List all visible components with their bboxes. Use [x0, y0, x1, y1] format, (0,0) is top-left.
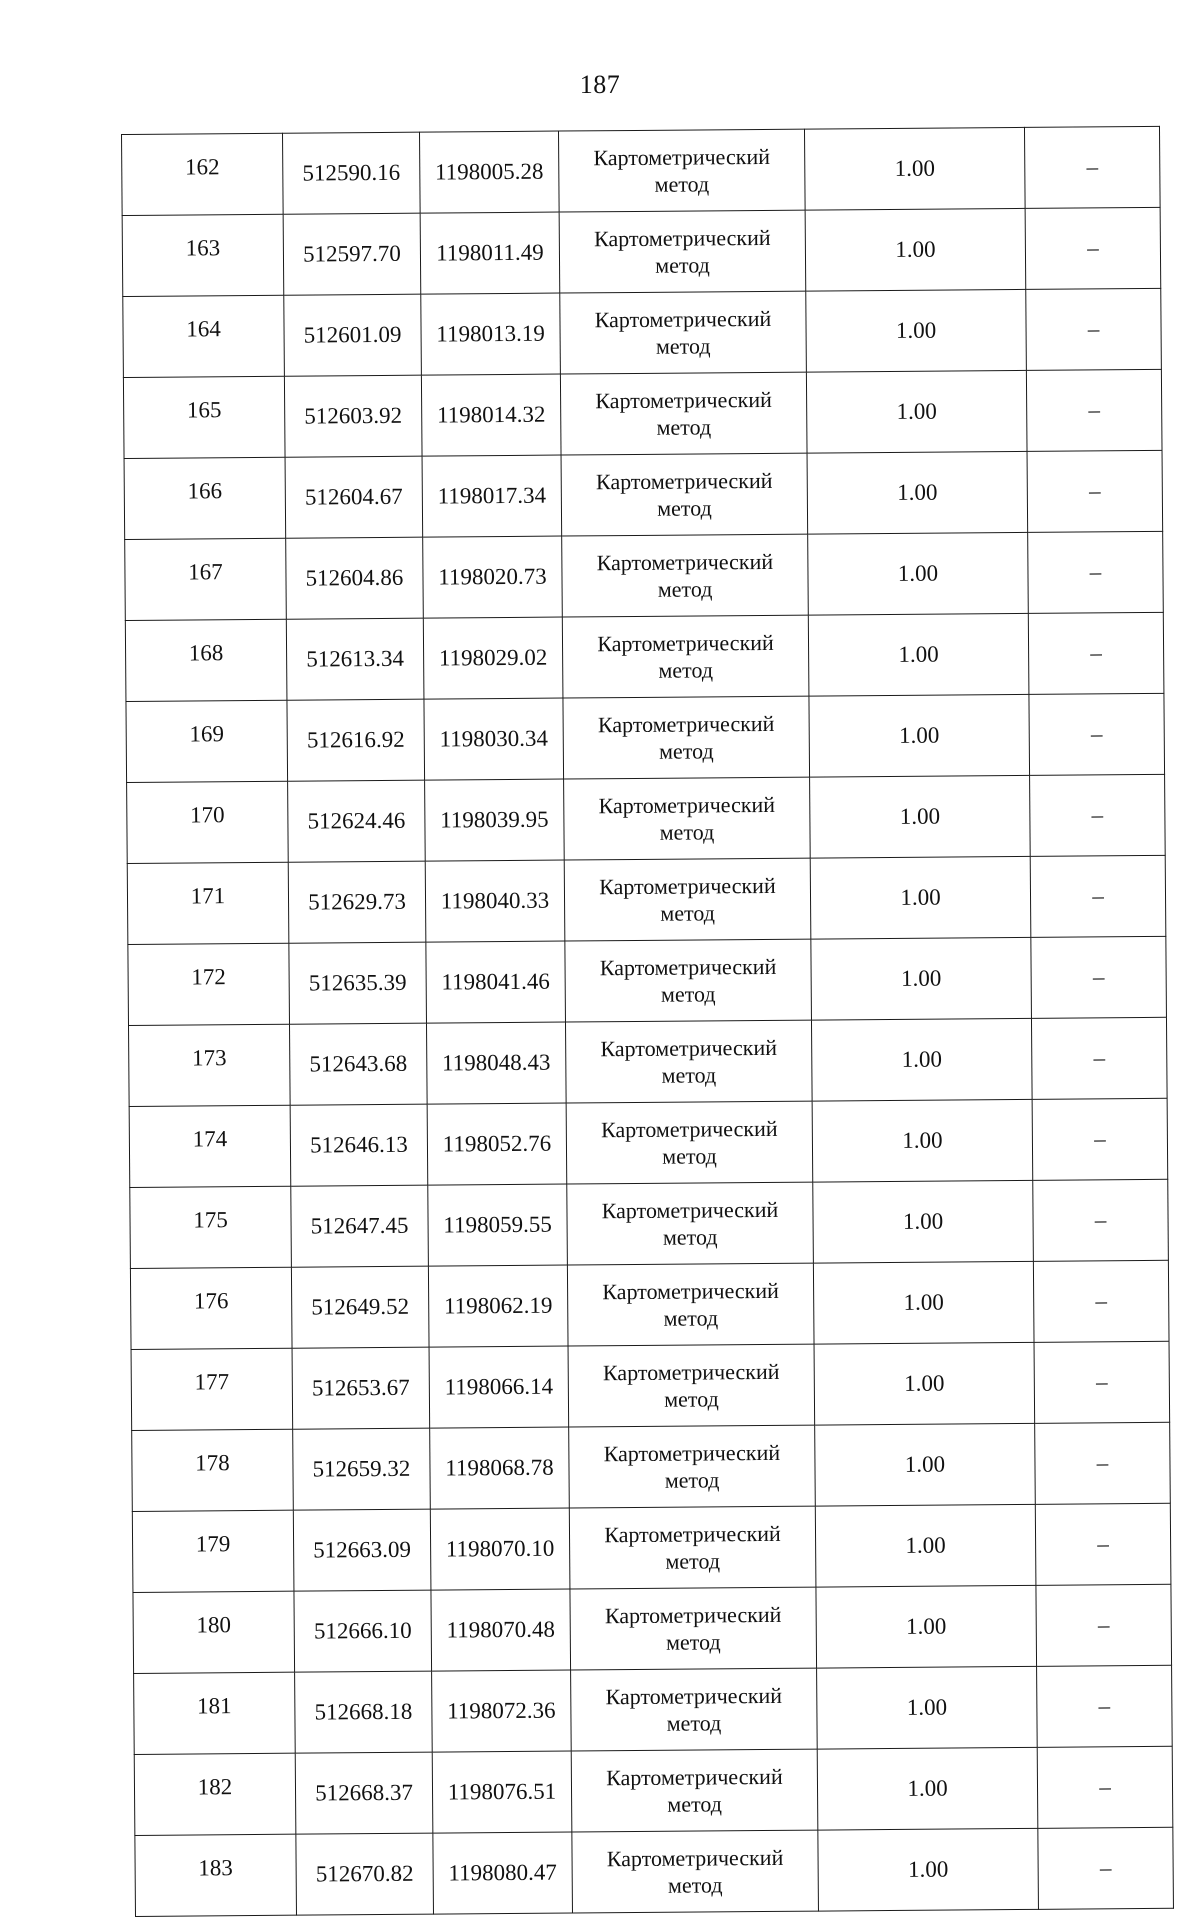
table-row — [128, 936, 1167, 1025]
x-coordinate-cell: 512649.52 — [291, 1266, 429, 1348]
accuracy-cell: 1.00 — [811, 937, 1032, 1020]
y-coordinate-cell: 1198068.78 — [430, 1427, 570, 1509]
table-row — [129, 1017, 1168, 1106]
y-coordinate-cell: 1198070.48 — [431, 1589, 571, 1671]
y-coordinate-cell: 1198029.02 — [423, 617, 563, 699]
y-coordinate-cell: 1198039.95 — [425, 779, 565, 861]
point-number-cell: 179 — [132, 1510, 294, 1592]
table-row — [133, 1584, 1172, 1673]
accuracy-cell: 1.00 — [807, 451, 1028, 534]
description-cell: – — [1037, 1665, 1173, 1747]
table-row — [122, 207, 1161, 296]
accuracy-cell: 1.00 — [810, 856, 1031, 939]
method-line-1: Картометрический — [599, 872, 776, 899]
table-row — [134, 1746, 1173, 1835]
method-line-2: метод — [660, 981, 716, 1007]
point-number-cell: 168 — [125, 619, 287, 701]
x-coordinate-cell: 512635.39 — [289, 942, 427, 1024]
method-line-2: метод — [666, 1710, 722, 1736]
method-line-1: Картометрический — [600, 1115, 778, 1142]
description-cell: – — [1024, 126, 1160, 208]
method-cell — [569, 1506, 816, 1589]
method-line-1: Картометрический — [605, 1682, 783, 1709]
y-coordinate-cell: 1198080.47 — [433, 1832, 573, 1914]
y-coordinate-cell: 1198017.34 — [422, 455, 562, 537]
description-cell: – — [1031, 1017, 1167, 1099]
method-line-2: метод — [664, 1467, 720, 1493]
point-number-cell: 175 — [130, 1186, 292, 1268]
method-cell — [565, 939, 812, 1022]
x-coordinate-cell: 512670.82 — [296, 1833, 434, 1915]
accuracy-cell: 1.00 — [816, 1585, 1037, 1668]
method-line-1: Картометрический — [606, 1763, 783, 1790]
method-line-1: Картометрический — [593, 143, 771, 170]
accuracy-cell: 1.00 — [808, 613, 1029, 696]
x-coordinate-cell: 512653.67 — [292, 1347, 430, 1429]
accuracy-cell: 1.00 — [813, 1180, 1034, 1263]
method-line-2: метод — [663, 1305, 719, 1331]
method-cell — [559, 210, 806, 293]
x-coordinate-cell: 512663.09 — [293, 1509, 431, 1591]
description-cell: – — [1031, 936, 1167, 1018]
point-number-cell: 178 — [132, 1429, 294, 1511]
description-cell: – — [1028, 531, 1164, 613]
method-line-1: Картометрический — [601, 1196, 779, 1223]
description-cell: – — [1029, 693, 1165, 775]
point-number-cell: 166 — [124, 457, 286, 539]
method-cell — [569, 1425, 816, 1508]
x-coordinate-cell: 512603.92 — [284, 375, 422, 457]
y-coordinate-cell: 1198014.32 — [421, 374, 561, 456]
method-line-2: метод — [656, 414, 712, 440]
x-coordinate-cell: 512613.34 — [286, 618, 424, 700]
accuracy-cell: 1.00 — [813, 1261, 1034, 1344]
method-line-1: Картометрический — [600, 1034, 778, 1061]
x-coordinate-cell: 512604.86 — [286, 537, 424, 619]
method-line-2: метод — [662, 1224, 718, 1250]
x-coordinate-cell: 512590.16 — [282, 132, 420, 214]
x-coordinate-cell: 512624.46 — [288, 780, 426, 862]
y-coordinate-cell: 1198011.49 — [420, 212, 560, 294]
point-number-cell: 181 — [134, 1672, 296, 1754]
description-cell: – — [1035, 1503, 1171, 1585]
y-coordinate-cell: 1198048.43 — [426, 1022, 566, 1104]
y-coordinate-cell: 1198020.73 — [423, 536, 563, 618]
method-line-2: метод — [655, 333, 711, 359]
method-line-1: Картометрический — [593, 224, 771, 251]
table-row — [132, 1503, 1171, 1592]
description-cell: – — [1027, 450, 1163, 532]
description-cell: – — [1036, 1584, 1172, 1666]
method-line-2: метод — [654, 171, 710, 197]
method-line-1: Картометрический — [597, 710, 775, 737]
table-row — [122, 126, 1161, 215]
x-coordinate-cell: 512668.18 — [295, 1671, 433, 1753]
method-cell — [561, 453, 808, 536]
accuracy-cell: 1.00 — [810, 775, 1031, 858]
y-coordinate-cell: 1198041.46 — [426, 941, 566, 1023]
method-line-2: метод — [659, 819, 715, 845]
point-number-cell: 162 — [122, 133, 284, 215]
x-coordinate-cell: 512616.92 — [287, 699, 425, 781]
table-row — [130, 1179, 1169, 1268]
method-cell — [572, 1830, 819, 1913]
y-coordinate-cell: 1198040.33 — [425, 860, 565, 942]
y-coordinate-cell: 1198052.76 — [427, 1103, 567, 1185]
table-row — [131, 1341, 1170, 1430]
description-cell: – — [1028, 612, 1164, 694]
point-number-cell: 183 — [135, 1834, 297, 1916]
method-line-1: Картометрический — [595, 467, 773, 494]
accuracy-cell: 1.00 — [815, 1504, 1036, 1587]
point-number-cell: 165 — [123, 376, 285, 458]
y-coordinate-cell: 1198076.51 — [432, 1751, 572, 1833]
method-line-2: метод — [665, 1629, 721, 1655]
method-line-1: Картометрический — [594, 305, 772, 332]
method-cell — [567, 1263, 814, 1346]
point-number-cell: 164 — [123, 295, 285, 377]
accuracy-cell: 1.00 — [809, 694, 1030, 777]
table-row — [124, 450, 1163, 539]
method-cell — [562, 534, 809, 617]
accuracy-cell: 1.00 — [806, 370, 1027, 453]
x-coordinate-cell: 512604.67 — [285, 456, 423, 538]
method-cell — [558, 129, 805, 212]
description-cell: – — [1033, 1260, 1169, 1342]
x-coordinate-cell: 512643.68 — [289, 1023, 427, 1105]
accuracy-cell: 1.00 — [804, 127, 1025, 210]
table-row — [125, 531, 1164, 620]
method-line-2: метод — [658, 657, 714, 683]
table-row — [129, 1098, 1168, 1187]
method-cell — [568, 1344, 815, 1427]
description-cell: – — [1026, 288, 1162, 370]
description-cell: – — [1033, 1179, 1169, 1261]
method-line-2: метод — [658, 738, 714, 764]
point-number-cell: 173 — [129, 1024, 291, 1106]
method-cell — [564, 777, 811, 860]
x-coordinate-cell: 512601.09 — [284, 294, 422, 376]
method-line-2: метод — [657, 576, 713, 602]
method-cell — [566, 1101, 813, 1184]
point-number-cell: 169 — [126, 700, 288, 782]
table-row — [123, 369, 1162, 458]
method-line-2: метод — [664, 1386, 719, 1412]
y-coordinate-cell: 1198062.19 — [428, 1265, 568, 1347]
method-cell — [560, 372, 807, 455]
method-cell — [567, 1182, 814, 1265]
method-line-1: Картометрический — [597, 629, 774, 656]
point-number-cell: 171 — [127, 862, 289, 944]
point-number-cell: 182 — [134, 1753, 296, 1835]
coordinates-table-body — [122, 126, 1174, 1916]
method-line-1: Картометрический — [596, 548, 774, 575]
accuracy-cell: 1.00 — [814, 1342, 1035, 1425]
accuracy-cell: 1.00 — [818, 1828, 1039, 1911]
method-line-2: метод — [661, 1062, 717, 1088]
point-number-cell: 177 — [131, 1348, 293, 1430]
y-coordinate-cell: 1198059.55 — [428, 1184, 568, 1266]
method-line-1: Картометрический — [599, 953, 777, 980]
table-row — [135, 1827, 1174, 1916]
method-line-2: метод — [667, 1872, 723, 1898]
description-cell: – — [1037, 1746, 1173, 1828]
method-line-2: метод — [662, 1143, 717, 1169]
method-cell — [570, 1587, 817, 1670]
table-row — [123, 288, 1162, 377]
accuracy-cell: 1.00 — [805, 208, 1026, 291]
point-number-cell: 167 — [125, 538, 287, 620]
x-coordinate-cell: 512666.10 — [294, 1590, 432, 1672]
method-cell — [565, 1020, 812, 1103]
accuracy-cell: 1.00 — [806, 289, 1027, 372]
method-line-1: Картометрический — [602, 1358, 780, 1385]
x-coordinate-cell: 512668.37 — [295, 1752, 433, 1834]
method-line-1: Картометрический — [604, 1601, 782, 1628]
table-row — [132, 1422, 1171, 1511]
table-row — [127, 774, 1166, 863]
point-number-cell: 170 — [127, 781, 289, 863]
accuracy-cell: 1.00 — [811, 1018, 1032, 1101]
table-row — [127, 855, 1166, 944]
accuracy-cell: 1.00 — [812, 1099, 1033, 1182]
accuracy-cell: 1.00 — [817, 1747, 1038, 1830]
method-cell — [571, 1749, 818, 1832]
method-line-1: Картометрический — [595, 386, 772, 413]
point-number-cell: 180 — [133, 1591, 295, 1673]
x-coordinate-cell: 512597.70 — [283, 213, 421, 295]
y-coordinate-cell: 1198013.19 — [421, 293, 561, 375]
coordinates-table — [121, 126, 1174, 1917]
description-cell: – — [1035, 1422, 1171, 1504]
page-number: 187 — [579, 70, 621, 99]
point-number-cell: 176 — [130, 1267, 292, 1349]
table-row — [130, 1260, 1169, 1349]
point-number-cell: 172 — [128, 943, 290, 1025]
method-cell — [571, 1668, 818, 1751]
method-line-2: метод — [665, 1548, 721, 1574]
description-cell: – — [1030, 774, 1166, 856]
method-cell — [562, 615, 809, 698]
description-cell: – — [1030, 855, 1166, 937]
method-line-2: метод — [657, 495, 712, 521]
y-coordinate-cell: 1198070.10 — [430, 1508, 570, 1590]
method-line-1: Картометрический — [604, 1520, 781, 1547]
description-cell: – — [1038, 1827, 1174, 1909]
method-cell — [560, 291, 807, 374]
point-number-cell: 174 — [129, 1105, 291, 1187]
accuracy-cell: 1.00 — [817, 1666, 1038, 1749]
method-cell — [563, 696, 810, 779]
accuracy-cell: 1.00 — [808, 532, 1029, 615]
x-coordinate-cell: 512629.73 — [288, 861, 426, 943]
table-row — [134, 1665, 1173, 1754]
x-coordinate-cell: 512659.32 — [293, 1428, 431, 1510]
method-line-2: метод — [667, 1791, 723, 1817]
description-cell: – — [1025, 207, 1161, 289]
table-row — [125, 612, 1164, 701]
description-cell: – — [1026, 369, 1162, 451]
method-cell — [564, 858, 811, 941]
description-cell: – — [1032, 1098, 1168, 1180]
y-coordinate-cell: 1198066.14 — [429, 1346, 569, 1428]
accuracy-cell: 1.00 — [815, 1423, 1036, 1506]
method-line-1: Картометрический — [606, 1844, 784, 1871]
y-coordinate-cell: 1198072.36 — [432, 1670, 572, 1752]
table-row — [126, 693, 1165, 782]
method-line-1: Картометрический — [598, 791, 776, 818]
method-line-1: Картометрический — [603, 1439, 781, 1466]
description-cell: – — [1034, 1341, 1170, 1423]
x-coordinate-cell: 512647.45 — [291, 1185, 429, 1267]
y-coordinate-cell: 1198005.28 — [419, 131, 559, 213]
method-line-1: Картометрический — [602, 1277, 779, 1304]
method-line-2: метод — [655, 252, 710, 278]
x-coordinate-cell: 512646.13 — [290, 1104, 428, 1186]
y-coordinate-cell: 1198030.34 — [424, 698, 564, 780]
point-number-cell: 163 — [122, 214, 284, 296]
method-line-2: метод — [660, 900, 716, 926]
